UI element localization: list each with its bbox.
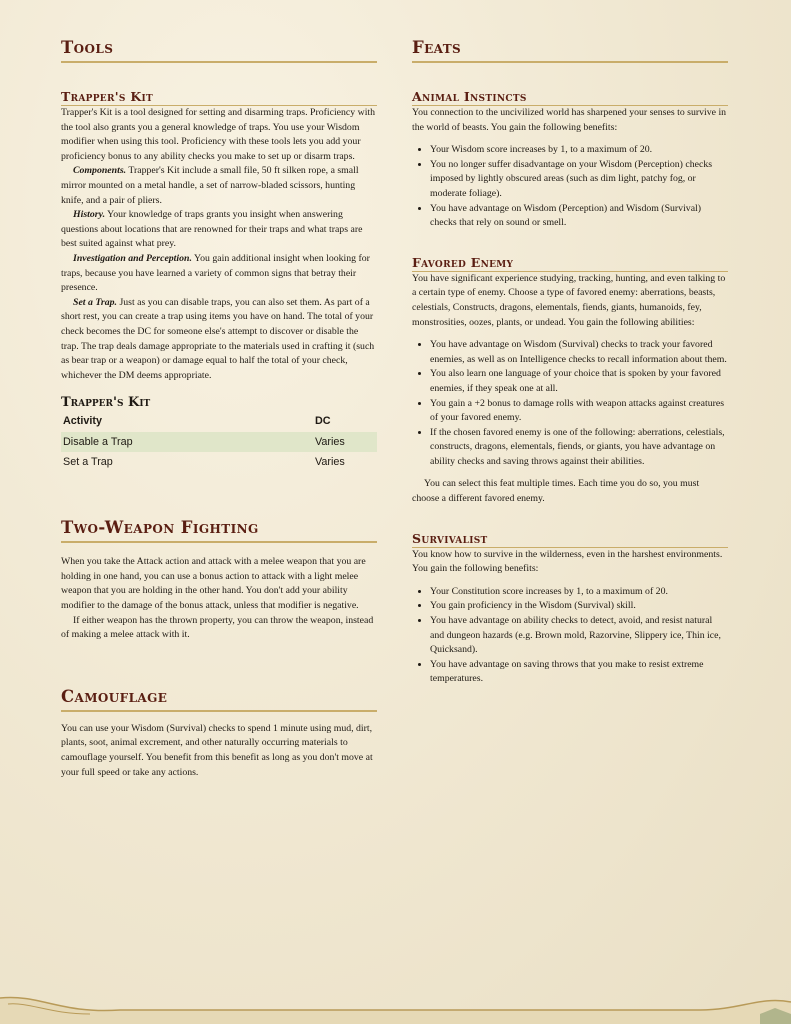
set-trap-paragraph — [61, 296, 377, 384]
investigation-paragraph — [61, 252, 377, 296]
list-item: • Your Constitution score increases by 1, to a maximum of 20. — [430, 585, 728, 600]
animal-instincts-intro: You connection to the uncivilized world has sharpened your senses to survive in the world of beasts. You gain the following benefits: — [412, 107, 727, 133]
investigation-text: You gain additional insight when looking for traps, because you have learned a variety of common signs that betray their presence. — [61, 252, 370, 294]
components-label: Components. — [73, 165, 127, 177]
table-cell-dc: Varies — [313, 432, 377, 452]
survivalist-heading: Survivalist — [412, 531, 728, 548]
set-trap-text: Just as you can disable traps, you can also set them. As part of a short rest, you can create a trap using items you have on hand. The total of your check becomes the DC for someone else's attempt to discover or disable the trap. The trap deals damage appropriate to the materials used in crafting it (such as bear trap or a weapon) or damage equal to half the total of your check, whichever the DM deems appropriate. — [61, 296, 375, 381]
two-weapon-p2: If either weapon has the thrown property, you can throw the weapon, instead of making a melee attack with it. — [61, 614, 374, 641]
table-row — [61, 432, 377, 452]
components-text: Trapper's Kit include a small file, 50 ft silken rope, a small mirror mounted on a metal handle, a set of narrow-bladed scissors, hunting knife, and a pair of pliers. — [61, 165, 359, 206]
table-header-dc: DC — [315, 415, 331, 428]
list-item: • You have advantage on Wisdom (Survival) checks to track your favored enemies, as well as on Intelligence checks to recall information about them. — [430, 338, 728, 367]
list-item: • You gain a +2 bonus to damage rolls with weapon attacks against creatures of your favored enemy. — [430, 397, 728, 426]
set-trap-label: Set a Trap. — [73, 296, 117, 308]
survivalist-intro: You know how to survive in the wilderness, even in the harshest environments. You gain the following benefits: — [412, 548, 723, 575]
two-weapon-title: Two-Weapon Fighting — [61, 518, 377, 543]
list-item: • If the chosen favored enemy is one of the following: aberrations, celestials, constructs, dragons, elementals, fiends, or giants, you have advantage on ability checks and saving throws against their abilities. — [430, 426, 728, 470]
history-label: History. — [73, 209, 106, 221]
favored-enemy-heading: Favored Enemy — [412, 255, 728, 272]
animal-instincts-list — [412, 143, 728, 231]
table-header-activity: Activity — [63, 415, 103, 428]
table-cell-dc: Varies — [315, 456, 345, 469]
list-item: • You have advantage on ability checks to detect, avoid, and resist natural and dungeon hazards (e.g. Brown mold, Razorvine, Slippery ice, Thin ice, Quicksand). — [430, 614, 728, 658]
camouflage-p1: You can use your Wisdom (Survival) checks to spend 1 minute using mud, dirt, plants, soot, animal excrement, and other naturally occurring materials to camouflage yourself. You benefit from this benefit as long as you don't move at your full speed or take any actions. — [61, 722, 373, 778]
list-item: • You also learn one language of your choice that is spoken by your favored enemies, if they speak one at all. — [430, 367, 728, 396]
list-item: • You have advantage on saving throws that you make to resist extreme temperatures. — [430, 658, 728, 687]
table-header-row — [61, 410, 377, 432]
left-column — [61, 38, 377, 780]
survivalist-list — [412, 585, 728, 687]
list-item: • You have advantage on Wisdom (Perception) and Wisdom (Survival) checks that rely on sound or smell. — [430, 202, 728, 231]
trappers-kit-table — [61, 410, 377, 472]
table-row — [61, 452, 377, 472]
trappers-kit-heading: Trapper's Kit — [61, 89, 377, 106]
history-text: Your knowledge of traps grants you insight when answering questions about locations that are renowned for their traps and what traps are best suited against what prey. — [61, 209, 363, 250]
animal-instincts-heading: Animal Instincts — [412, 89, 728, 106]
favored-enemy-list — [412, 338, 728, 469]
footer-ornament — [0, 984, 791, 1024]
investigation-label: Investigation and Perception. — [73, 252, 192, 264]
components-paragraph — [61, 164, 377, 208]
table-cell-activity: Set a Trap — [63, 456, 113, 469]
favored-enemy-outro: You can select this feat multiple times. Each time you do so, you must choose a different favored enemy. — [412, 478, 700, 505]
trappers-kit-intro: Trapper's Kit is a tool designed for setting and disarming traps. Proficiency with the tool also grants you a general knowledge of traps. You use your Wisdom modifier when using this tool. Proficiency with these tools lets you add your proficiency bonus to any ability checks you make to set up or disarm traps. — [61, 107, 376, 162]
feats-title: Feats — [412, 38, 728, 63]
two-weapon-p1: When you take the Attack action and attack with a melee weapon that you are holding in one hand, you can use a bonus action to attack with a light melee weapon that you are holding in the other hand. You don't add your ability modifier to the damage of the bonus attack, unless that modifier is negative. — [61, 556, 366, 612]
history-paragraph — [61, 208, 377, 252]
trappers-kit-table-title: Trapper's Kit — [61, 395, 151, 411]
favored-enemy-intro: You have significant experience studying, tracking, hunting, and even talking to a certain type of enemy. Choose a type of favored enemy: aberrations, beasts, celestials, Constructs, dragons, elementals, fiends, giants, humanoids, fey, monstrosities, oozes, plants, or undead. You gain the following abilities: — [412, 272, 726, 328]
camouflage-title: Camouflage — [61, 687, 377, 712]
right-column — [412, 38, 728, 687]
table-cell-activity: Disable a Trap — [61, 432, 313, 452]
list-item: • You no longer suffer disadvantage on your Wisdom (Perception) checks imposed by lightly obscured areas (such as dim light, patchy fog, or moderate foliage). — [430, 158, 728, 202]
list-item: • You gain proficiency in the Wisdom (Survival) skill. — [430, 599, 728, 614]
list-item: • Your Wisdom score increases by 1, to a maximum of 20. — [430, 143, 728, 158]
tools-title: Tools — [61, 38, 377, 63]
